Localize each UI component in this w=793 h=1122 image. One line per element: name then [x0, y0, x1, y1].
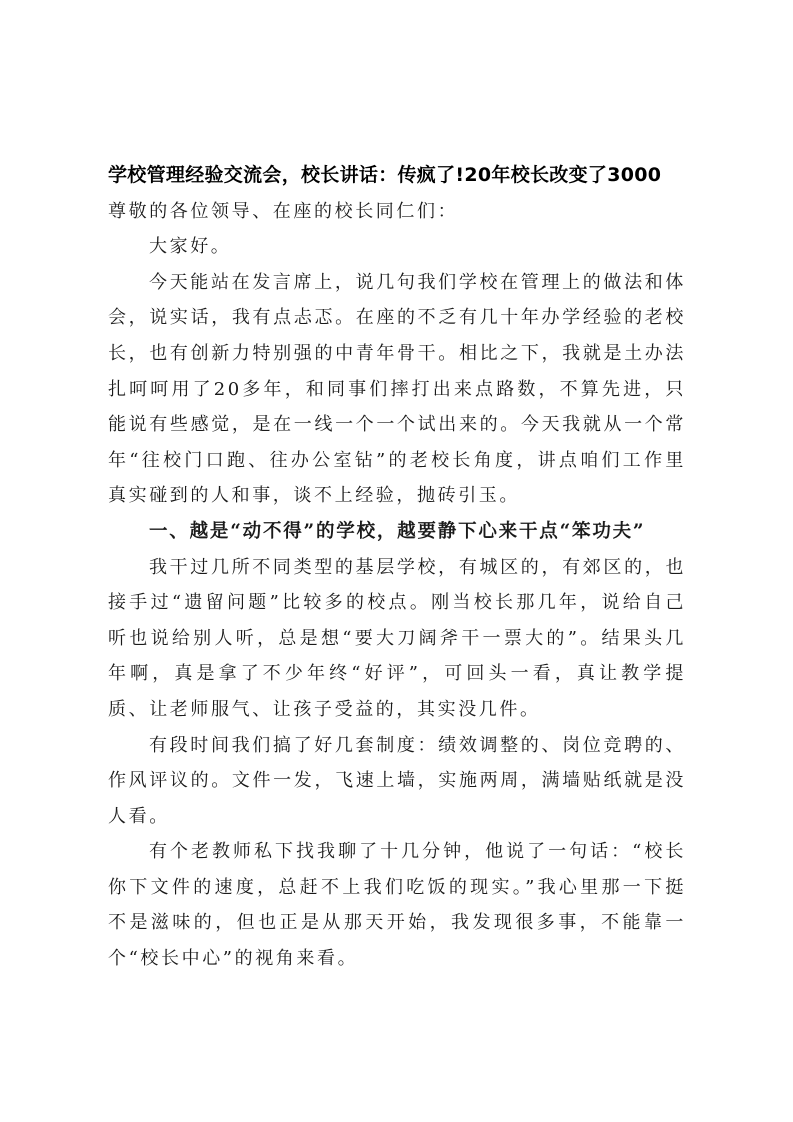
section-paragraph-3: 有个老教师私下找我聊了十几分钟，他说了一句话：“校长你下文件的速度，总赶不上我们吃饭的现实。”我心里那一下挺不是滋味的，但也正是从那天开始，我发现很多事，不能靠一个“校长中心”的视角来看。 — [108, 841, 686, 970]
section-heading: 一、越是“动不得”的学校，越要静下心来干点“笨功夫” — [149, 520, 646, 542]
document-page — [108, 158, 686, 977]
intro-paragraph: 今天能站在发言席上，说几句我们学校在管理上的做法和体会，说实话，我有点忐忑。在座的不乏有几十年办学经验的老校长，也有创新力特别强的中青年骨干。相比之下，我就是土办法扎呵呵用了20多年，和同事们摔打出来点路数，不算先进，只能说有些感觉，是在一线一个一个试出来的。今天我就从一个常年“往校门口跑、往办公室钻”的老校长角度，讲点咱们工作里真实碰到的人和事，谈不上经验，抛砖引玉。 — [108, 271, 686, 507]
section-paragraph-2: 有段时间我们搞了好几套制度：绩效调整的、岗位竞聘的、作风评议的。文件一发，飞速上墙，实施两周，满墙贴纸就是没人看。 — [108, 734, 686, 827]
section-paragraph-1: 我干过几所不同类型的基层学校，有城区的，有郊区的，也接手过“遗留问题”比较多的校点。刚当校长那几年，说给自己听也说给别人听，总是想“要大刀阔斧干一票大的”。结果头几年啊，真是拿了不少年终“好评”，可回头一看，真让教学提质、让老师服气、让孩子受益的，其实没几件。 — [108, 556, 686, 720]
greeting: 大家好。 — [149, 236, 232, 258]
document-title: 学校管理经验交流会，校长讲话：传疯了!20年校长改变了3000 — [108, 164, 662, 186]
salutation: 尊敬的各位领导、在座的校长同仁们： — [108, 200, 459, 222]
